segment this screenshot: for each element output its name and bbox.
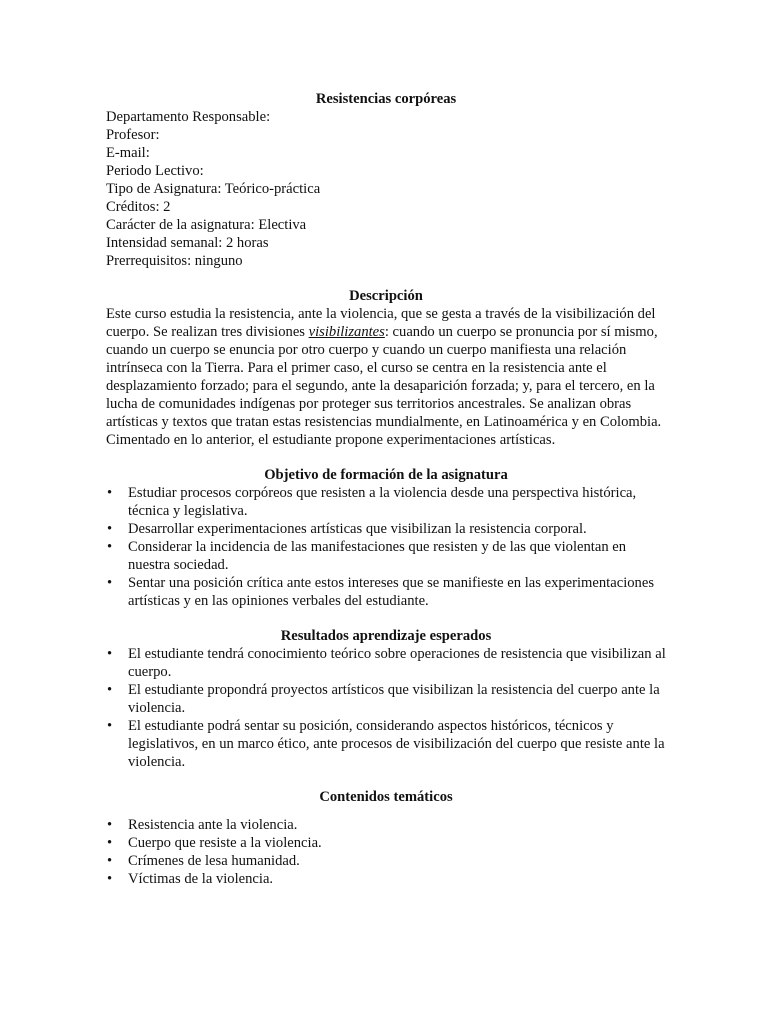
- list-item-text: El estudiante tendrá conocimiento teórico sobre operaciones de resistencia que visibilizan al cuerpo.: [128, 646, 666, 680]
- bullet-icon: •: [107, 817, 113, 833]
- contents-heading: Contenidos temáticos: [319, 789, 453, 805]
- list-item: [106, 870, 666, 888]
- bullet-icon: •: [107, 835, 113, 851]
- description-text-end: : cuando un cuerpo se pronuncia por sí mismo, cuando un cuerpo se enuncia por otro cuerpo y cuando un cuerpo manifiesta una relación intrínseca con la Tierra. Para el primer caso, el curso se centra en la resistencia ante el desplazamiento forzado; para el segundo, ante la desaparición forzada; y, para el tercero, en la lucha de comunidades indígenas por proteger sus territorios ancestrales. Se analizan obras artísticas y textos que tratan estas resistencias mundialmente, en Latinoamérica y en Colombia. Cimentado en lo anterior, el estudiante propone experimentaciones artísticas.: [106, 324, 662, 448]
- list-item: [106, 645, 666, 681]
- list-item-text: Crímenes de lesa humanidad.: [128, 853, 300, 869]
- description-heading: Descripción: [349, 288, 423, 304]
- objective-heading: Objetivo de formación de la asignatura: [264, 467, 508, 483]
- bullet-icon: •: [107, 871, 113, 887]
- bullet-icon: •: [107, 853, 113, 869]
- list-item: [106, 717, 666, 771]
- meta-credits: Créditos: 2: [106, 199, 171, 215]
- list-item-text: Cuerpo que resiste a la violencia.: [128, 835, 322, 851]
- meta-course-type: Tipo de Asignatura: Teórico-práctica: [106, 181, 321, 197]
- document-title: Resistencias corpóreas: [315, 91, 457, 107]
- bullet-icon: •: [107, 682, 113, 698]
- meta-professor: Profesor:: [106, 127, 160, 143]
- description-text-start: Este curso estudia la resistencia, ante la violencia, que se gesta a través de la visibilización del cuerpo. Se realizan tres divisiones: [106, 306, 656, 340]
- results-list: [106, 645, 666, 771]
- list-item-text: Resistencia ante la violencia.: [128, 817, 298, 833]
- list-item-text: El estudiante propondrá proyectos artísticos que visibilizan la resistencia del cuerpo ante la violencia.: [128, 682, 660, 716]
- bullet-icon: •: [107, 521, 113, 537]
- list-item: [106, 538, 666, 574]
- list-item-text: Sentar una posición crítica ante estos intereses que se manifieste en las experimentaciones artísticas y en las opiniones verbales del estudiante.: [128, 575, 654, 609]
- description-emphasis: visibilizantes: [308, 324, 385, 340]
- list-item-text: Estudiar procesos corpóreos que resisten a la violencia desde una perspectiva histórica, técnica y legislativa.: [128, 485, 637, 519]
- bullet-icon: •: [107, 646, 113, 662]
- meta-prerequisites: Prerrequisitos: ninguno: [106, 253, 243, 269]
- list-item: [106, 520, 666, 538]
- meta-character: Carácter de la asignatura: Electiva: [106, 217, 307, 233]
- description-paragraph: [106, 305, 666, 449]
- bullet-icon: •: [107, 485, 113, 501]
- meta-period: Periodo Lectivo:: [106, 163, 204, 179]
- list-item-text: Considerar la incidencia de las manifestaciones que resisten y de las que violentan en nuestra sociedad.: [128, 539, 627, 573]
- list-item-text: Víctimas de la violencia.: [128, 871, 274, 887]
- list-item-text: Desarrollar experimentaciones artísticas que visibilizan la resistencia corporal.: [128, 521, 587, 537]
- results-heading: Resultados aprendizaje esperados: [280, 628, 492, 644]
- objective-list: [106, 484, 666, 610]
- bullet-icon: •: [107, 718, 113, 734]
- list-item: [106, 574, 666, 610]
- bullet-icon: •: [107, 575, 113, 591]
- meta-email: E-mail:: [106, 145, 150, 161]
- document-page: [106, 90, 666, 888]
- list-item: [106, 834, 666, 852]
- meta-weekly-intensity: Intensidad semanal: 2 horas: [106, 235, 269, 251]
- bullet-icon: •: [107, 539, 113, 555]
- meta-department: Departamento Responsable:: [106, 109, 271, 125]
- list-item-text: El estudiante podrá sentar su posición, considerando aspectos históricos, técnicos y legislativos, en un marco ético, ante procesos de visibilización del cuerpo que resiste ante la violencia.: [128, 718, 665, 770]
- list-item: [106, 681, 666, 717]
- list-item: [106, 852, 666, 870]
- course-metadata: [106, 108, 666, 270]
- list-item: [106, 484, 666, 520]
- list-item: [106, 816, 666, 834]
- contents-list: [106, 816, 666, 888]
